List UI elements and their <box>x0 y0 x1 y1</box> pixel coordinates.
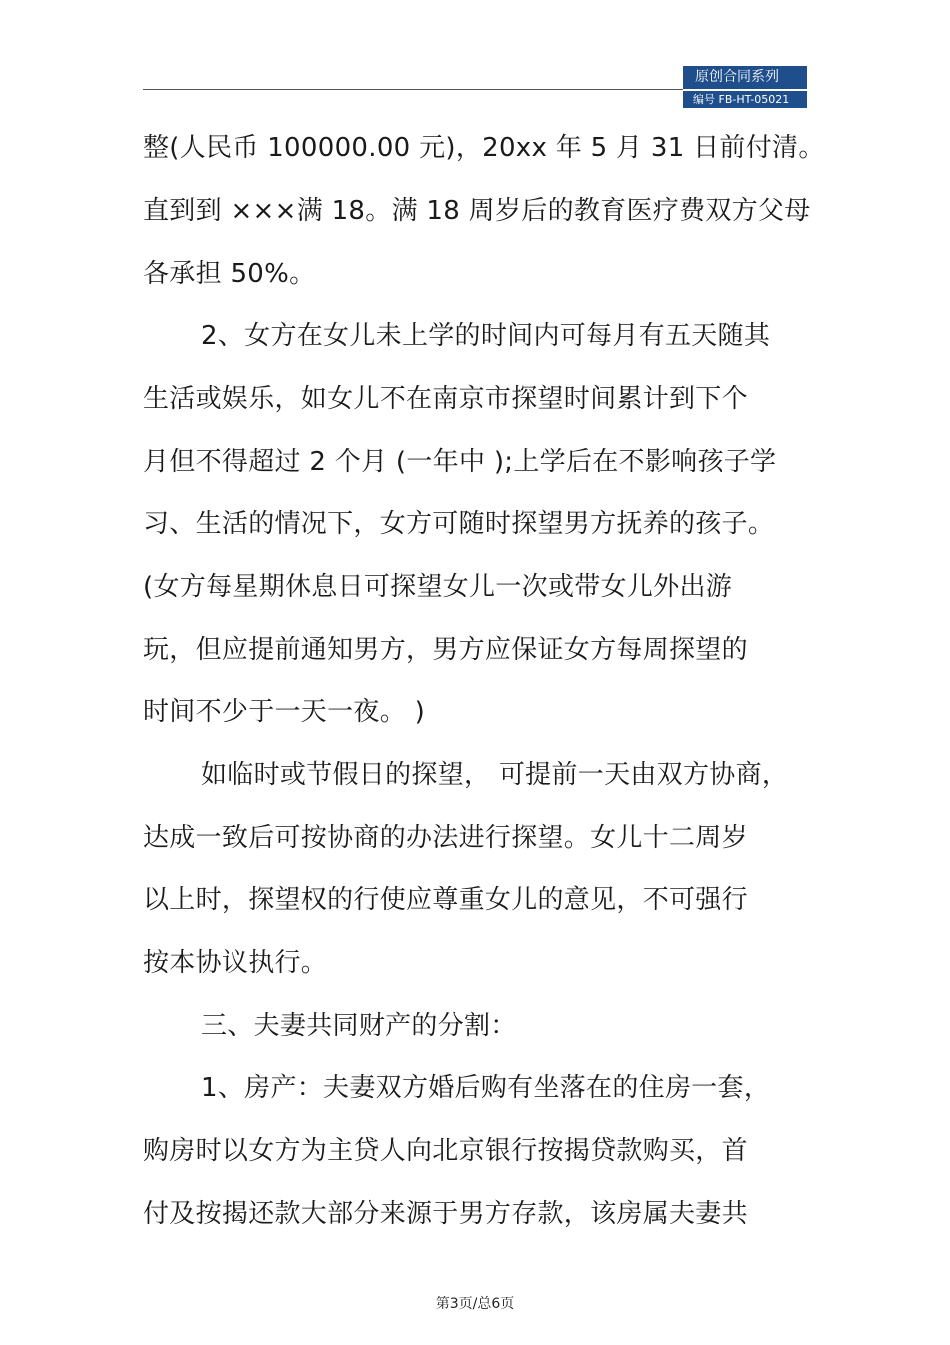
body-line: 付及按揭还款大部分来源于男方存款，该房属夫妻共 <box>143 1199 748 1229</box>
body-line: 1、房产：夫妻双方婚后购有坐落在的住房一套， <box>201 1073 771 1103</box>
body-line: 以上时，探望权的行使应尊重女儿的意见，不可强行 <box>143 885 748 915</box>
series-badge <box>683 66 807 108</box>
body-line: 购房时以女方为主贷人向北京银行按揭贷款购买，首 <box>143 1136 748 1166</box>
body-line: 各承担 50%。 <box>143 259 316 289</box>
body-line: 直到到 ×××满 18。满 18 周岁后的教育医疗费双方父母 <box>143 196 811 226</box>
series-label: 原创合同系列 <box>683 66 807 89</box>
body-line: 按本协议执行。 <box>143 948 328 978</box>
body-line: 2、女方在女儿未上学的时间内可每月有五天随其 <box>201 321 771 351</box>
body-line: 玩，但应提前通知男方，男方应保证女方每周探望的 <box>143 635 748 665</box>
body-line: 习、生活的情况下，女方可随时探望男方抚养的孩子。 <box>143 509 775 539</box>
body-line: 达成一致后可按协商的办法进行探望。女儿十二周岁 <box>143 823 748 853</box>
document-code: 编号 FB-HT-05021 <box>683 91 807 108</box>
body-line: (女方每星期休息日可探望女儿一次或带女儿外出游 <box>143 572 733 602</box>
section-heading: 三、夫妻共同财产的分割： <box>201 1011 517 1041</box>
body-line: 整(人民币 100000.00 元)，20xx 年 5 月 31 日前付清。 <box>143 133 825 163</box>
body-line: 月但不得超过 2 个月 (一年中 );上学后在不影响孩子学 <box>143 447 777 477</box>
body-line: 生活或娱乐，如女儿不在南京市探望时间累计到下个 <box>143 384 748 414</box>
body-line: 时间不少于一天一夜。 ) <box>143 697 426 727</box>
page-number: 第3页/总6页 <box>435 1296 515 1312</box>
body-line: 如临时或节假日的探望， 可提前一天由双方协商， <box>201 760 789 790</box>
header-rule <box>143 89 683 90</box>
